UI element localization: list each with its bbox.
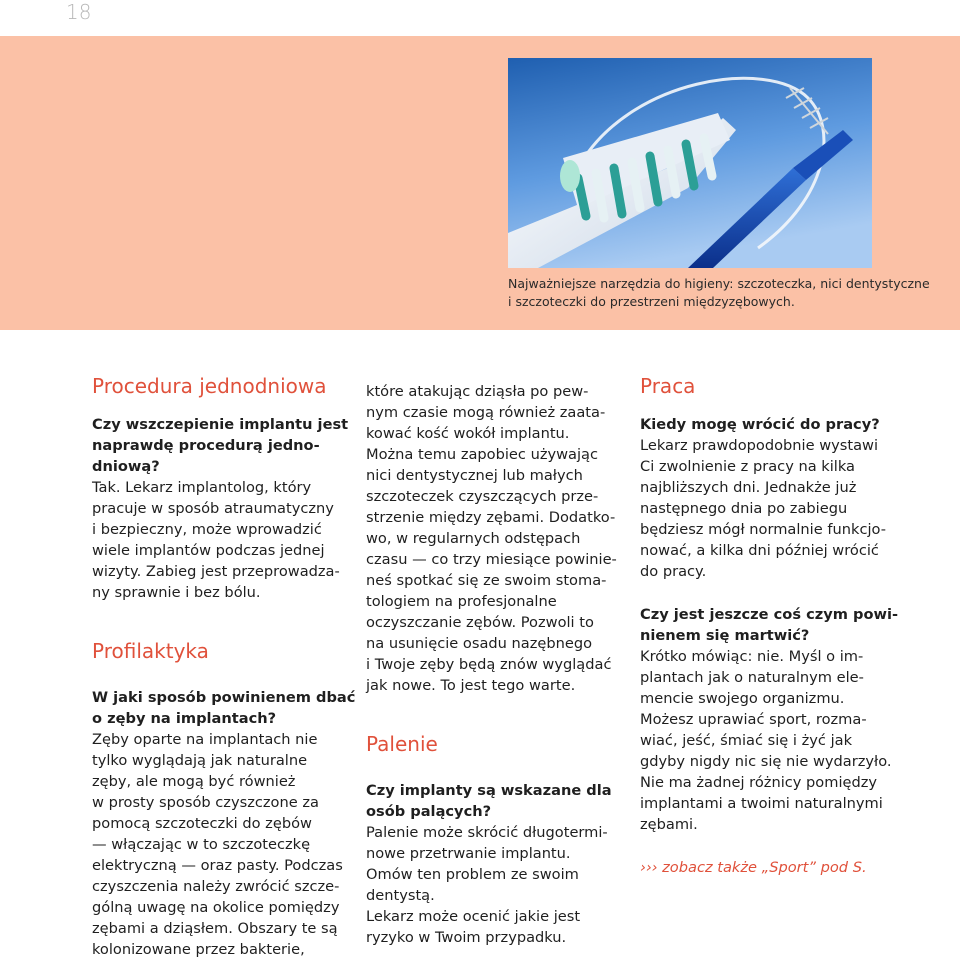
caption-line: Najważniejsze narzędzia do higieny: szczoteczka, nici dentystyczne xyxy=(508,276,930,291)
answer-praca-1: Lekarz prawdopodobnie wystawi Ci zwolnienie z pracy na kilka najbliższych dni. Jednakże już następnego dnia po zabiegu będziesz mógł normalnie funkcjo- nować, a kilka dni później wrócić do pracy. xyxy=(640,437,886,580)
heading-procedura: Procedura jednodniowa xyxy=(92,374,327,398)
column-3 xyxy=(640,372,900,878)
answer-praca-2: Krótko mówiąc: nie. Myśl o im- plantach jak o naturalnym ele- mencie swojego organizmu. Możesz uprawiać sport, rozma- wiać, jeść, śmiać się i żyć jak gdyby nigdy nic się nie wydarzyło. Nie ma żadnej różnicy pomiędzy implantami a twoimi naturalnymi zębami. xyxy=(640,648,892,833)
question-procedura: Czy wszczepienie implantu jest naprawdę procedurą jedno- dniową? xyxy=(92,416,349,475)
heading-praca: Praca xyxy=(640,374,696,398)
question-profilaktyka: W jaki sposób powinienem dbać o zęby na implantach? xyxy=(92,689,356,727)
column-1 xyxy=(92,372,356,960)
question-palenie: Czy implanty są wskazane dla osób palących? xyxy=(366,782,612,820)
column-2 xyxy=(366,381,626,948)
photo-caption xyxy=(508,275,930,311)
see-also-sport-link[interactable]: ››› zobacz także „Sport” pod S. xyxy=(640,859,867,876)
question-praca-1: Kiedy mogę wrócić do pracy? xyxy=(640,416,880,433)
answer-profilaktyka: Zęby oparte na implantach nie tylko wyglądają jak naturalne zęby, ale mogą być również w prosty sposób czyszczone za pomocą szczoteczki do zębów — włączając w to szczoteczkę elektryczną — oraz pasty. Podczas czyszczenia należy zwrócić szcze- gólną uwagę na okolice pomiędzy zębami a dziąsłem. Obszary te są kolonizowane przez bakterie, xyxy=(92,731,343,958)
question-praca-2: Czy jest jeszcze coś czym powi- nienem się martwić? xyxy=(640,606,899,644)
answer-profilaktyka-continued: które atakując dziąsła po pew- nym czasie mogą również zaata- kować kość wokół implantu. Można temu zapobiec używając nici dentystycznej lub małych szczoteczek czyszczących prze- strzenie między zębami. Dodatko- wo, w regularnych odstępach czasu — co trzy miesiące powinie- neś spotkać się ze swoim stoma- tologiem na profesjonalne oczyszczanie zębów. Pozwoli to na usunięcie osadu nazębnego i Twoje zęby będą znów wyglądać jak nowe. To jest tego warte. xyxy=(366,383,617,694)
heading-palenie: Palenie xyxy=(366,732,438,756)
toothbrush-photo xyxy=(508,58,872,268)
answer-procedura: Tak. Lekarz implantolog, który pracuje w sposób atraumatyczny i bezpieczny, może wprowadzić wiele implantów podczas jednej wizyty. Zabieg jest przeprowadza- ny sprawnie i bez bólu. xyxy=(92,479,340,601)
heading-profilaktyka: Profilaktyka xyxy=(92,639,209,663)
answer-palenie: Palenie może skrócić długotermi- nowe przetrwanie implantu. Omów ten problem ze swoim dentystą. Lekarz może ocenić jakie jest ryzyko w Twoim przypadku. xyxy=(366,824,608,946)
caption-line: i szczoteczki do przestrzeni międzyzębowych. xyxy=(508,294,795,309)
page-number: 18 xyxy=(66,0,92,24)
